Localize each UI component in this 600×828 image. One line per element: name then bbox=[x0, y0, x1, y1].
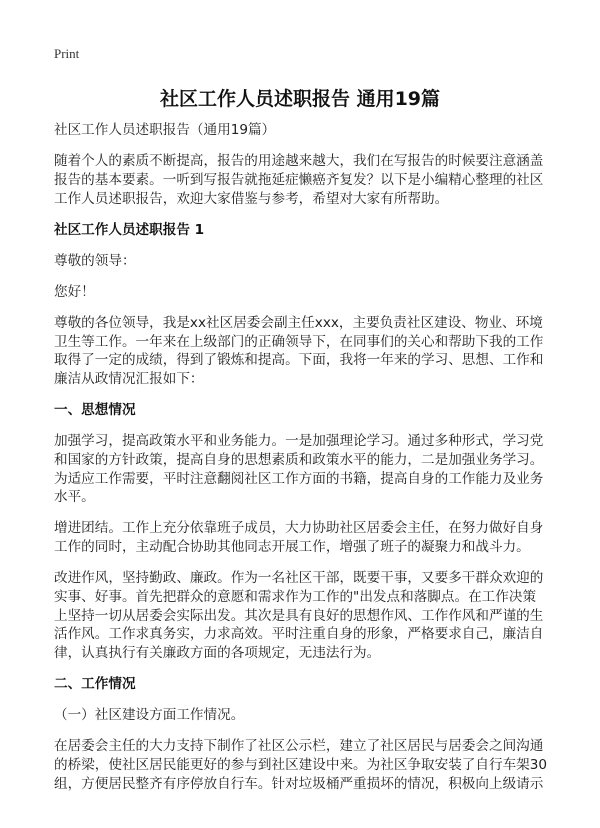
text-line: 卫生等工作。一年来在上级部门的正确领导下，在同事们的关心和帮助下我的工作 bbox=[54, 333, 544, 350]
paragraph bbox=[54, 519, 554, 556]
paragraph bbox=[54, 314, 554, 389]
paragraph bbox=[54, 152, 554, 208]
text-line: 尊敬的各位领导，我是xx社区居委会副主任xxx，主要负责社区建设、物业、环境 bbox=[54, 314, 543, 331]
text-line: 为适应工作需要，平时注意翻阅社区工作方面的书籍，提高自身的工作能力及业务 bbox=[54, 470, 544, 487]
page-title: 社区工作人员述职报告 通用19篇 bbox=[159, 88, 441, 110]
text-line: 在居委会主任的大力支持下制作了社区公示栏，建立了社区居民与居委会之间沟通 bbox=[54, 738, 544, 755]
text-line: 取得了一定的成绩，得到了锻炼和提高。下面，我将一年来的学习、思想、工作和 bbox=[54, 352, 544, 369]
text-line: 社区工作人员述职报告 1 bbox=[54, 221, 205, 238]
text-line: 廉洁从政情况汇报如下： bbox=[54, 370, 204, 387]
print-link[interactable]: Print bbox=[54, 46, 80, 61]
text-line: 一、思想情况 bbox=[54, 402, 136, 419]
text-line: 组，方便居民整齐有序停放自行车。针对垃圾桶严重损坏的情况，积极向上级请示 bbox=[54, 775, 544, 792]
text-line: 活作风。工作求真务实，力求高效。平时注重自身的形象，严格要求自己，廉洁自 bbox=[54, 626, 544, 643]
paragraph bbox=[54, 569, 554, 663]
text-line: 和国家的方针政策，提高自身的思想素质和政策水平的能力，二是加强业务学习。 bbox=[54, 451, 544, 468]
text-line: 实事、好事。首先把群众的意愿和需求作为工作的"出发点和落脚点。在工作决策 bbox=[54, 588, 537, 605]
text-line: 随着个人的素质不断提高，报告的用途越来越大，我们在写报告的时候要注意涵盖 bbox=[54, 153, 544, 170]
paragraph bbox=[54, 737, 554, 793]
section-heading bbox=[54, 675, 554, 694]
text-line: 上坚持一切从居委会实际出发。其次是具有良好的思想作风、工作作风和严谨的生 bbox=[54, 607, 544, 624]
text-line: 您好！ bbox=[54, 283, 95, 300]
text-line: 的桥梁，使社区居民能更好的参与到社区建设中来。为社区争取安装了自行车架30 bbox=[54, 756, 548, 773]
paragraph bbox=[54, 252, 554, 271]
section-heading bbox=[54, 221, 554, 240]
text-line: 加强学习，提高政策水平和业务能力。一是加强理论学习。通过多种形式，学习党 bbox=[54, 433, 544, 450]
text-line: 社区工作人员述职报告（通用19篇） bbox=[54, 122, 276, 138]
text-line: 增进团结。工作上充分依靠班子成员，大力协助社区居委会主任，在努力做好自身 bbox=[54, 520, 544, 537]
text-line: 工作的同时，主动配合协助其他同志开展工作，增强了班子的凝聚力和战斗力。 bbox=[54, 539, 530, 556]
paragraph bbox=[54, 121, 554, 140]
text-line: 水平。 bbox=[54, 489, 95, 506]
document-body bbox=[54, 121, 554, 806]
text-line: （一）社区建设方面工作情况。 bbox=[54, 707, 245, 724]
text-line: 律，认真执行有关廉政方面的各项规定，无违法行为。 bbox=[54, 644, 381, 661]
text-line: 二、工作情况 bbox=[54, 676, 136, 693]
section-heading bbox=[54, 401, 554, 420]
paragraph bbox=[54, 432, 554, 507]
paragraph bbox=[54, 706, 554, 725]
text-line: 改进作风，坚持勤政、廉政。作为一名社区干部，既要干事，又要多干群众欢迎的 bbox=[54, 570, 544, 587]
text-line: 尊敬的领导： bbox=[54, 252, 136, 269]
paragraph bbox=[54, 283, 554, 302]
text-line: 报告的基本要素。一听到写报告就拖延症懒癌齐复发？以下是小编精心整理的社区 bbox=[54, 171, 544, 188]
text-line: 工作人员述职报告，欢迎大家借鉴与参考，希望对大家有所帮助。 bbox=[54, 190, 449, 207]
